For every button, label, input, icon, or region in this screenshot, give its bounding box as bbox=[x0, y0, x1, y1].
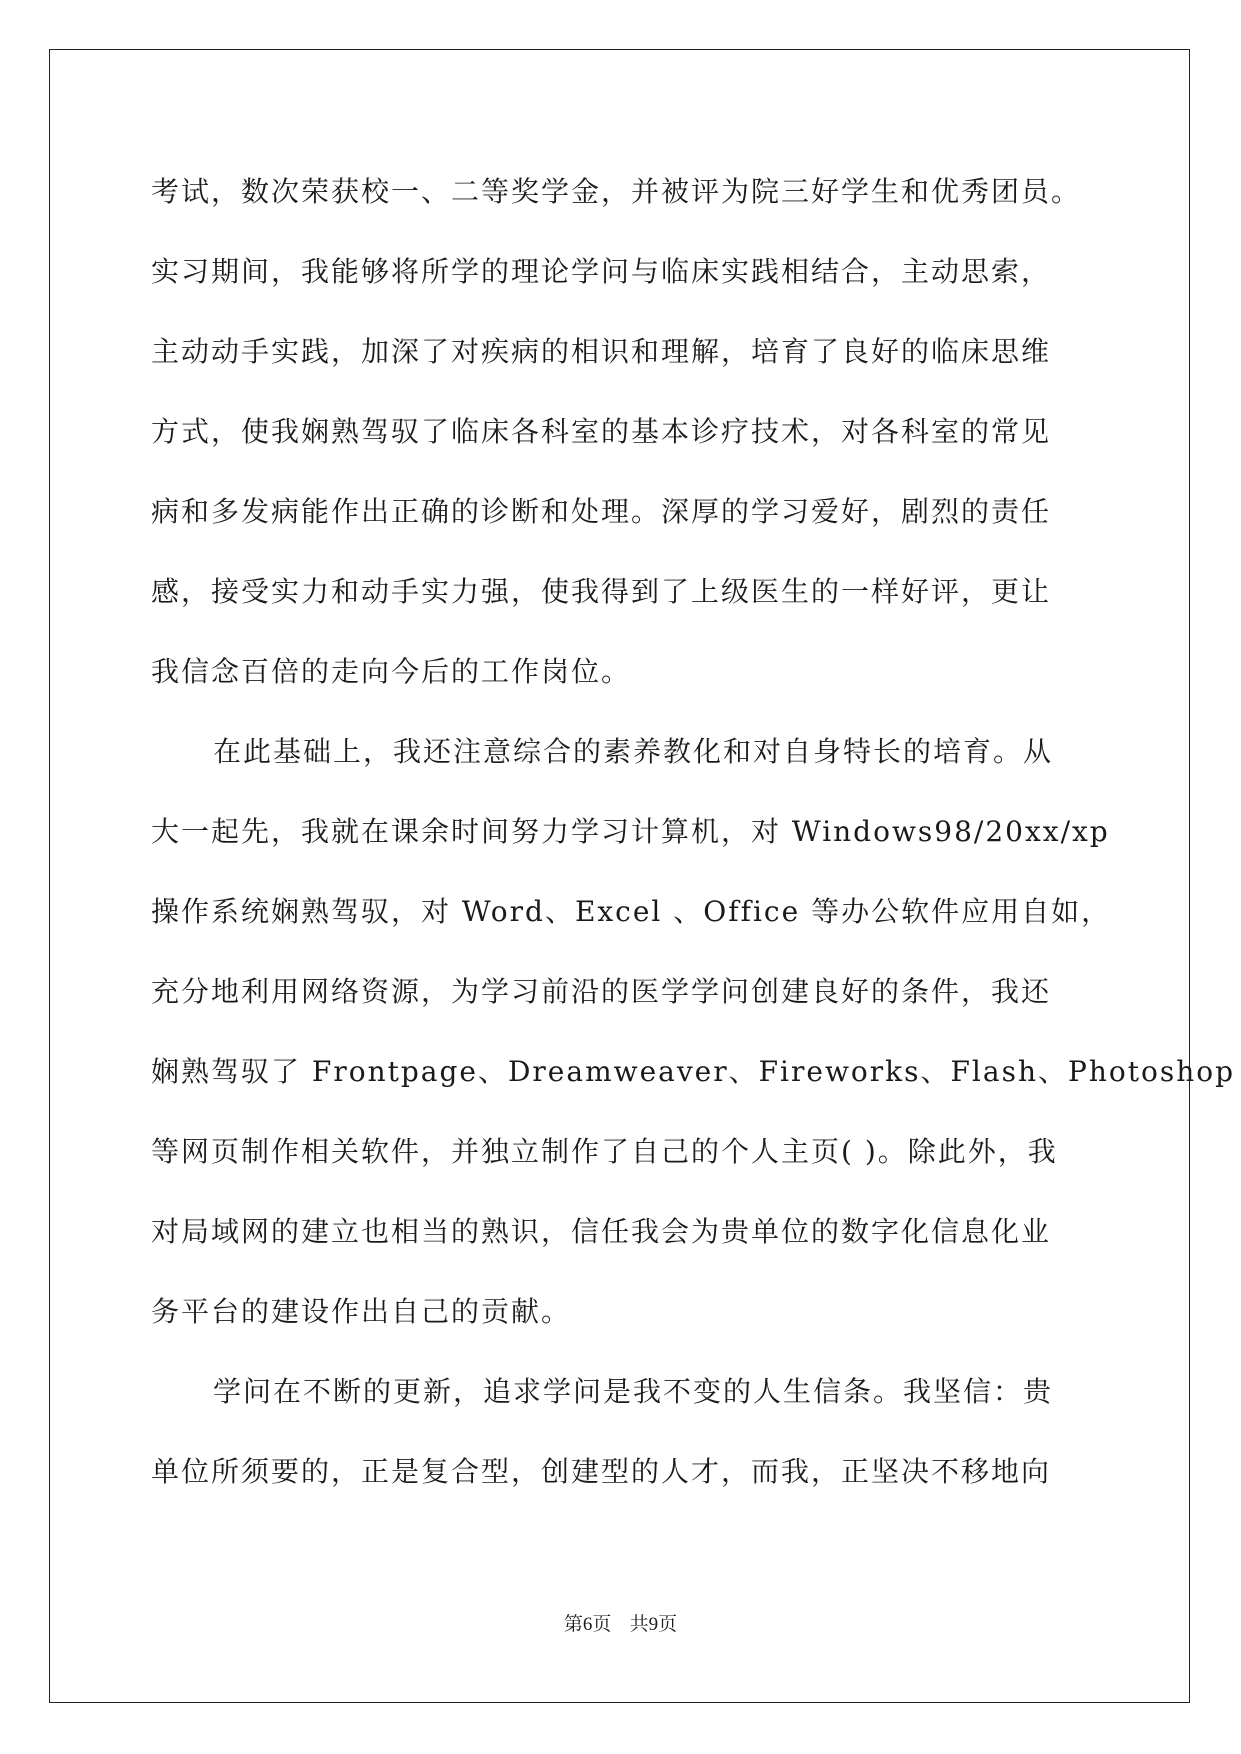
text-line: 病和多发病能作出正确的诊断和处理。深厚的学习爱好，剧烈的责任 bbox=[151, 495, 1052, 528]
text-line: 我信念百倍的走向今后的工作岗位。 bbox=[151, 655, 632, 688]
text-line: 单位所须要的，正是复合型，创建型的人才，而我，正坚决不移地向 bbox=[151, 1455, 1052, 1488]
paragraph-start-line: 学问在不断的更新，追求学问是我不变的人生信条。我坚信：贵 bbox=[213, 1375, 1054, 1408]
text-line: 主动动手实践，加深了对疾病的相识和理解，培育了良好的临床思维 bbox=[151, 335, 1052, 368]
page-footer bbox=[0, 1612, 1241, 1637]
total-prefix: 共 bbox=[629, 1613, 649, 1635]
text-line: 实习期间，我能够将所学的理论学问与临床实践相结合，主动思索， bbox=[151, 255, 1052, 288]
text-line: 对局域网的建立也相当的熟识，信任我会为贵单位的数字化信息化业 bbox=[151, 1215, 1052, 1248]
text-line: 娴熟驾驭了 Frontpage、Dreamweaver、Fireworks、Flash、Photoshop bbox=[151, 1055, 1236, 1088]
total-pages: 9 bbox=[648, 1614, 659, 1635]
text-line: 方式，使我娴熟驾驭了临床各科室的基本诊疗技术，对各科室的常见 bbox=[151, 415, 1052, 448]
paragraph-start-line: 在此基础上，我还注意综合的素养教化和对自身特长的培育。从 bbox=[213, 735, 1054, 768]
text-line: 感，接受实力和动手实力强，使我得到了上级医生的一样好评，更让 bbox=[151, 575, 1052, 608]
text-line: 充分地利用网络资源，为学习前沿的医学学问创建良好的条件，我还 bbox=[151, 975, 1052, 1008]
text-line: 操作系统娴熟驾驭，对 Word、Excel 、Office 等办公软件应用自如， bbox=[151, 895, 1112, 928]
page-suffix: 页 bbox=[592, 1613, 612, 1635]
text-line: 等网页制作相关软件，并独立制作了自己的个人主页( )。除此外，我 bbox=[151, 1135, 1058, 1168]
total-suffix: 页 bbox=[658, 1613, 678, 1635]
page-number: 6 bbox=[582, 1614, 593, 1635]
text-line: 务平台的建设作出自己的贡献。 bbox=[151, 1295, 572, 1328]
text-line: 考试，数次荣获校一、二等奖学金，并被评为院三好学生和优秀团员。 bbox=[151, 175, 1082, 208]
page-prefix: 第 bbox=[563, 1613, 583, 1635]
text-line: 大一起先，我就在课余时间努力学习计算机，对 Windows98/20xx/xp bbox=[151, 815, 1110, 848]
